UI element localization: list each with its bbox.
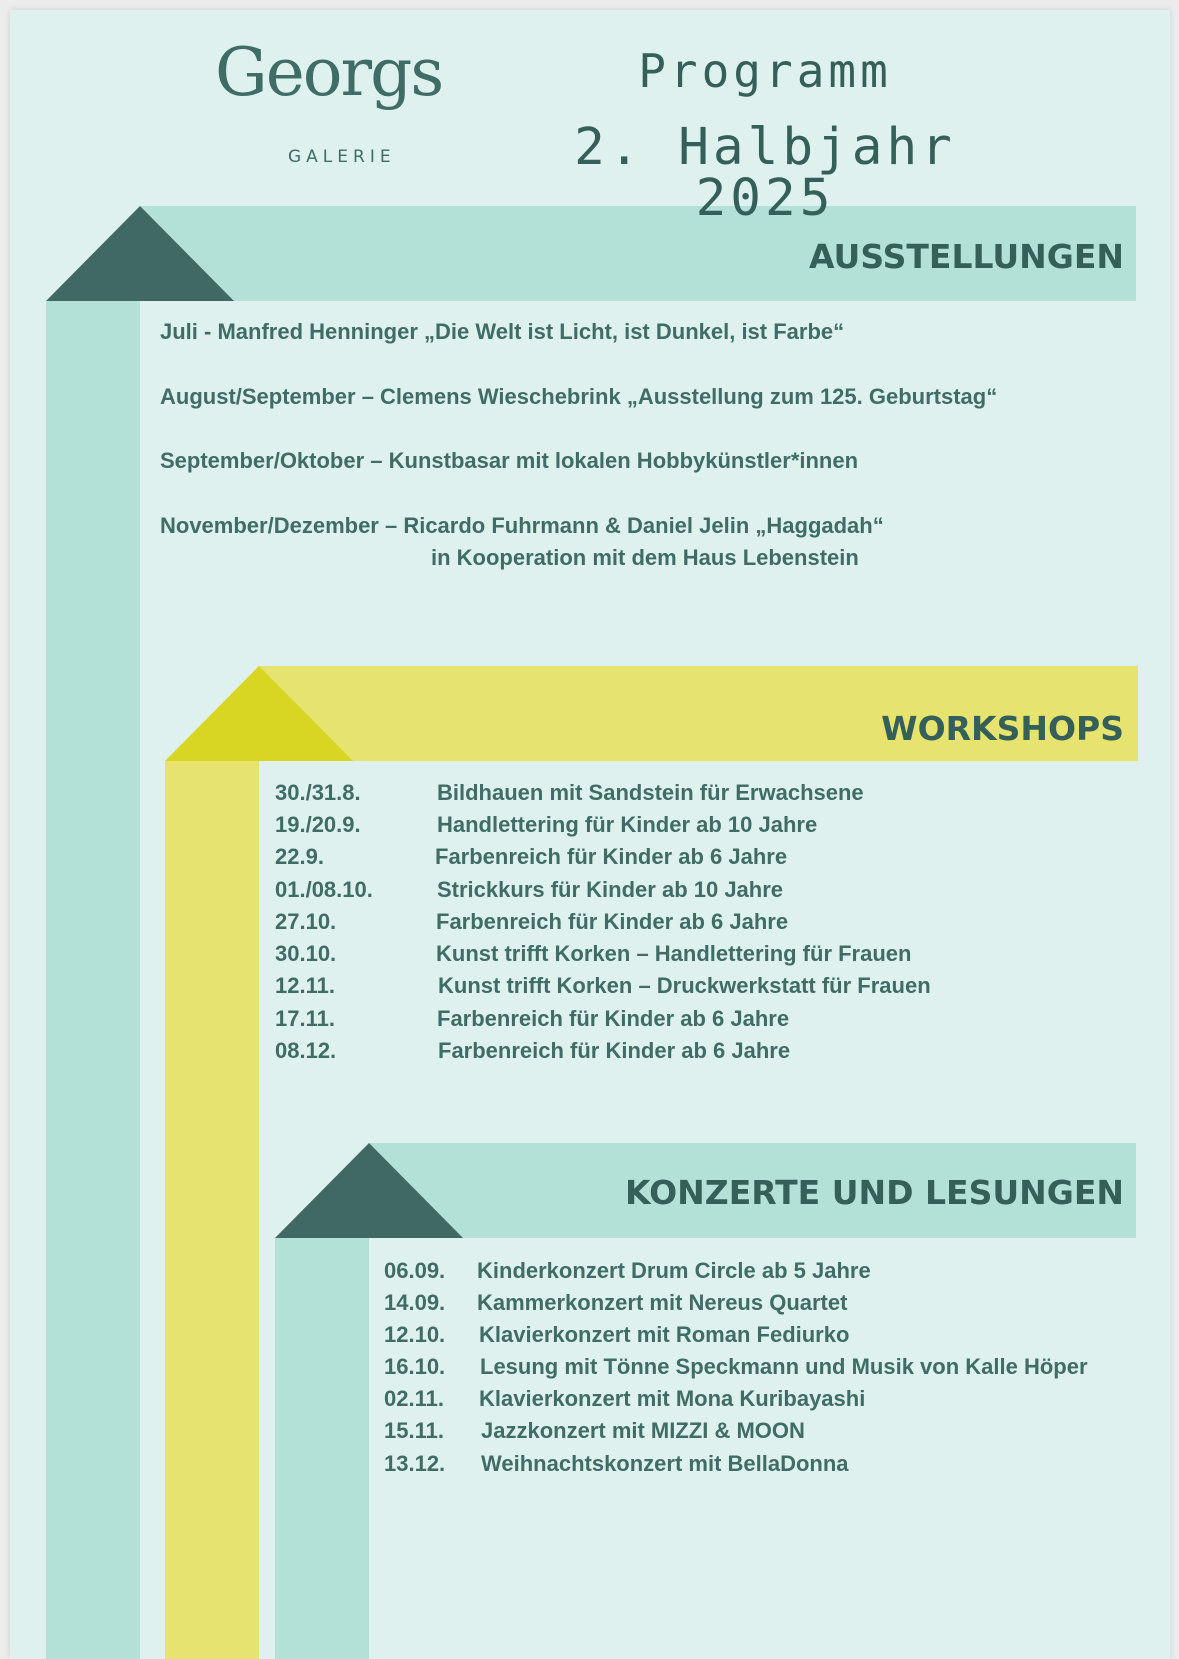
konzert-title: Klavierkonzert mit Roman Fediurko [479, 1322, 850, 1347]
workshop-title: Strickkurs für Kinder ab 10 Jahre [437, 877, 784, 902]
logo-text: Georgs [215, 34, 443, 111]
workshop-title: Bildhauen mit Sandstein für Erwachsene [437, 780, 864, 805]
konzert-date: 02.11. [384, 1386, 444, 1411]
workshop-title: Kunst trifft Korken – Handlettering für Frauen [436, 941, 912, 966]
konzert-title: Kinderkonzert Drum Circle ab 5 Jahre [477, 1258, 871, 1283]
konzert-title: Klavierkonzert mit Mona Kuribayashi [479, 1386, 866, 1411]
konzert-date: 06.09. [384, 1258, 446, 1283]
ausstellung-item: Juli - Manfred Henninger „Die Welt ist Licht, ist Dunkel, ist Farbe“ [160, 319, 845, 344]
workshop-date: 30.10. [275, 941, 337, 966]
ausstellung-item: August/September – Clemens Wieschebrink „Ausstellung zum 125. Geburtstag“ [160, 384, 998, 409]
workshop-date: 01./08.10. [275, 877, 373, 902]
konzert-date: 12.10. [384, 1322, 446, 1347]
ausstellung-item: September/Oktober – Kunstbasar mit lokalen Hobbykünstler*innen [160, 448, 859, 473]
workshop-title: Kunst trifft Korken – Druckwerkstatt für Frauen [438, 973, 931, 998]
workshop-date: 12.11. [275, 973, 335, 998]
ausstellungen-heading: AUSSTELLUNGEN [809, 237, 1124, 276]
workshop-title: Farbenreich für Kinder ab 6 Jahre [438, 1038, 791, 1063]
konzert-title: Weihnachtskonzert mit BellaDonna [481, 1451, 849, 1476]
page-title-line2: 2. Halbjahr 2025 [574, 118, 956, 228]
workshop-date: 22.9. [275, 844, 324, 869]
konzert-title: Kammerkonzert mit Nereus Quartet [477, 1290, 848, 1315]
workshop-date: 08.12. [275, 1038, 337, 1063]
workshop-date: 19./20.9. [275, 812, 361, 837]
konzerte-stem [275, 1238, 369, 1659]
logo [215, 34, 443, 111]
workshop-title: Handlettering für Kinder ab 10 Jahre [437, 812, 818, 837]
workshops-heading: WORKSHOPS [881, 709, 1124, 748]
workshop-title: Farbenreich für Kinder ab 6 Jahre [436, 909, 789, 934]
logo-subtitle: GALERIE [288, 147, 396, 167]
ausstellung-item: November/Dezember – Ricardo Fuhrmann & Daniel Jelin „Haggadah“ [160, 513, 884, 538]
konzert-date: 16.10. [384, 1354, 446, 1379]
konzert-date: 15.11. [384, 1418, 444, 1443]
workshop-date: 17.11. [275, 1006, 335, 1031]
ausstellung-continuation: in Kooperation mit dem Haus Lebenstein [431, 545, 859, 570]
konzert-title: Jazzkonzert mit MIZZI & MOON [481, 1418, 805, 1443]
workshop-title: Farbenreich für Kinder ab 6 Jahre [437, 1006, 790, 1031]
konzert-title: Lesung mit Tönne Speckmann und Musik von Kalle Höper [480, 1354, 1088, 1379]
workshop-date: 30./31.8. [275, 780, 361, 805]
workshop-title: Farbenreich für Kinder ab 6 Jahre [435, 844, 788, 869]
page-title-line1: Programm [638, 44, 892, 98]
ausstellungen-stem [46, 301, 140, 1659]
workshops-stem [165, 761, 259, 1659]
konzert-date: 14.09. [384, 1290, 446, 1315]
workshop-date: 27.10. [275, 909, 337, 934]
konzerte-heading: KONZERTE UND LESUNGEN [625, 1173, 1124, 1212]
konzert-date: 13.12. [384, 1451, 446, 1476]
